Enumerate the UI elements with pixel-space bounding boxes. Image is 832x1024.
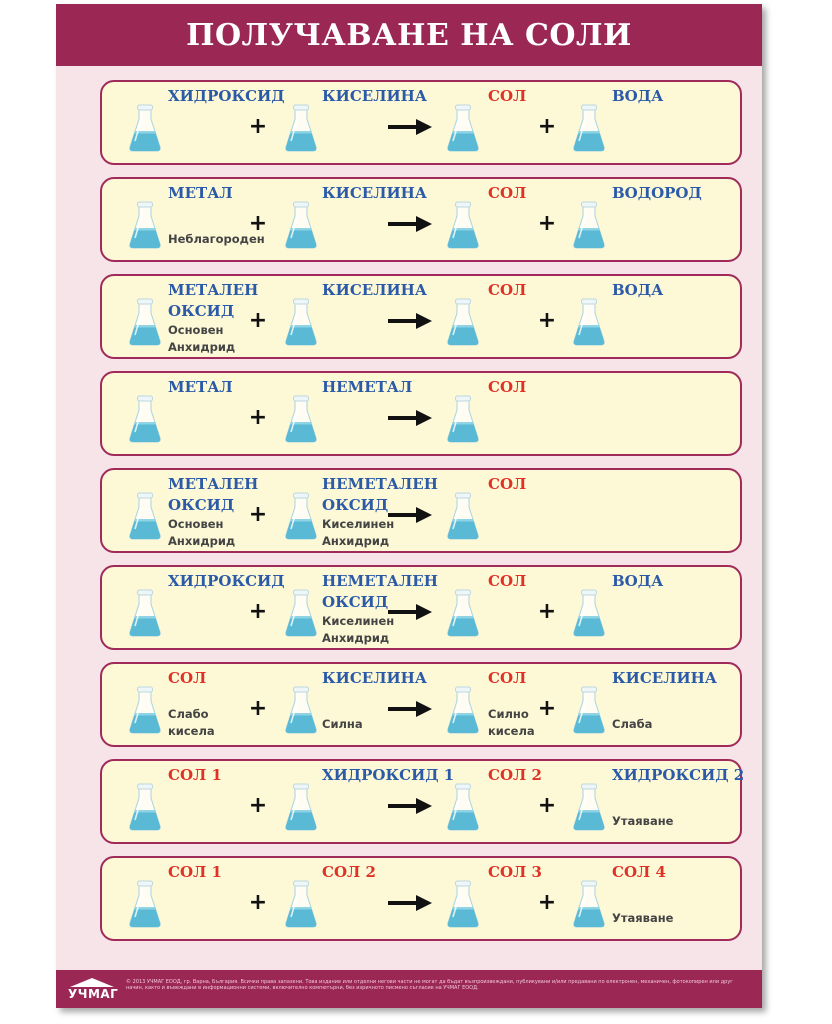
flask-icon [572,103,606,153]
term-label: СОЛ 2 [488,766,542,784]
term-note: Основен Анхидрид [168,517,236,548]
flask-icon [128,491,162,541]
publisher-logo [66,978,118,1002]
term-label: СОЛ 3 [488,863,542,881]
term-label: СОЛ [488,184,527,202]
term-label: СОЛ [488,87,527,105]
flask-icon [128,103,162,153]
term-note: Утаяване [612,911,674,925]
flask-icon [128,297,162,347]
flask-icon [572,782,606,832]
plus-sign: + [537,211,557,236]
flask-icon [446,685,480,735]
flask-icon [446,200,480,250]
flask-icon [284,879,318,929]
logo-text: УЧМАГ [68,987,119,1001]
flask-icon [572,685,606,735]
arrow-right-icon [388,118,432,136]
flask-icon [128,782,162,832]
poster [56,4,762,1008]
flask-icon [284,103,318,153]
flask-icon [446,782,480,832]
flask-icon [572,297,606,347]
term-label: КИСЕЛИНА [322,184,428,202]
copyright-text: © 2013 УЧМАГ ЕООД, гр. Варна, България. Всички права запазени. Това издание или отделни негови части не могат да бъдат възпроизвеждани, публикувани и/или предавани по електронен, механичен, фотокопирен или друг начин, както и въвеждани в информационни системи, включително компютърни, без изричното писмено съгласие на УЧМАГ ЕООД. [126,979,733,991]
term-label: ХИДРОКСИД 1 [322,766,455,784]
term-label: ХИДРОКСИД 2 [612,766,745,784]
reaction-row [100,80,742,165]
term-label: СОЛ [488,378,527,396]
term-label: ВОДА [612,281,664,299]
flask-icon [284,394,318,444]
arrow-right-icon [388,506,432,524]
term-label: СОЛ [168,669,207,687]
term-note: Силна [322,717,363,731]
term-label: СОЛ [488,475,527,493]
flask-icon [284,491,318,541]
term-note: Утаяване [612,814,674,828]
flask-icon [446,879,480,929]
term-label: СОЛ 4 [612,863,666,881]
reaction-row [100,759,745,844]
plus-sign: + [537,308,557,333]
term-label: СОЛ 1 [168,863,222,881]
term-note: Слаба [612,717,653,731]
plus-sign: + [537,114,557,139]
plus-sign: + [537,890,557,915]
reaction-row [100,177,742,262]
arrow-right-icon [388,409,432,427]
term-note: Силно кисела [488,707,535,738]
term-label: МЕТАЛ [168,378,233,396]
term-label: КИСЕЛИНА [322,669,428,687]
term-label: СОЛ [488,281,527,299]
term-label: КИСЕЛИНА [322,281,428,299]
term-label: СОЛ 1 [168,766,222,784]
term-note: Слабо кисела [168,707,215,738]
reaction-row [100,371,742,456]
page-title: ПОЛУЧАВАНЕ НА СОЛИ [186,17,632,53]
plus-sign: + [537,599,557,624]
term-label: ВОДА [612,87,664,105]
plus-sign: + [537,793,557,818]
plus-sign: + [537,696,557,721]
arrow-right-icon [388,700,432,718]
flask-icon [446,588,480,638]
reaction-row [100,565,742,650]
header-banner [56,4,762,66]
term-note: Киселинен Анхидрид [322,614,395,645]
flask-icon [284,200,318,250]
flask-icon [446,103,480,153]
flask-icon [446,394,480,444]
reaction-row [100,274,742,359]
term-label: МЕТАЛ [168,184,233,202]
flask-icon [284,782,318,832]
flask-icon [572,879,606,929]
plus-sign: + [248,405,268,430]
term-label: ВОДА [612,572,664,590]
term-note: Киселинен Анхидрид [322,517,395,548]
term-label: КИСЕЛИНА [612,669,718,687]
plus-sign: + [248,308,268,333]
flask-icon [128,200,162,250]
arrow-right-icon [388,797,432,815]
flask-icon [446,297,480,347]
flask-icon [572,588,606,638]
term-label: ХИДРОКСИД [168,87,285,105]
plus-sign: + [248,211,268,236]
logo-roof-icon [70,978,114,987]
footer-banner [56,970,762,1008]
plus-sign: + [248,114,268,139]
plus-sign: + [248,502,268,527]
flask-icon [284,685,318,735]
term-label: НЕМЕТАЛЕН ОКСИД [322,475,438,514]
reaction-row [100,662,742,747]
term-label: МЕТАЛЕН ОКСИД [168,475,259,514]
flask-icon [446,491,480,541]
term-label: ВОДОРОД [612,184,702,202]
term-note: Неблагороден [168,232,265,246]
term-label: СОЛ [488,669,527,687]
term-label: НЕМЕТАЛ [322,378,413,396]
term-label: МЕТАЛЕН ОКСИД [168,281,259,320]
flask-icon [128,685,162,735]
term-label: ХИДРОКСИД [168,572,285,590]
arrow-right-icon [388,894,432,912]
plus-sign: + [248,793,268,818]
flask-icon [128,879,162,929]
plus-sign: + [248,599,268,624]
reaction-row [100,468,742,553]
term-label: СОЛ [488,572,527,590]
term-label: СОЛ 2 [322,863,376,881]
plus-sign: + [248,696,268,721]
flask-icon [284,588,318,638]
term-label: КИСЕЛИНА [322,87,428,105]
plus-sign: + [248,890,268,915]
term-label: НЕМЕТАЛЕН ОКСИД [322,572,438,611]
flask-icon [572,200,606,250]
flask-icon [128,394,162,444]
arrow-right-icon [388,603,432,621]
reaction-row [100,856,742,941]
term-note: Основен Анхидрид [168,323,236,354]
flask-icon [128,588,162,638]
flask-icon [284,297,318,347]
arrow-right-icon [388,312,432,330]
arrow-right-icon [388,215,432,233]
